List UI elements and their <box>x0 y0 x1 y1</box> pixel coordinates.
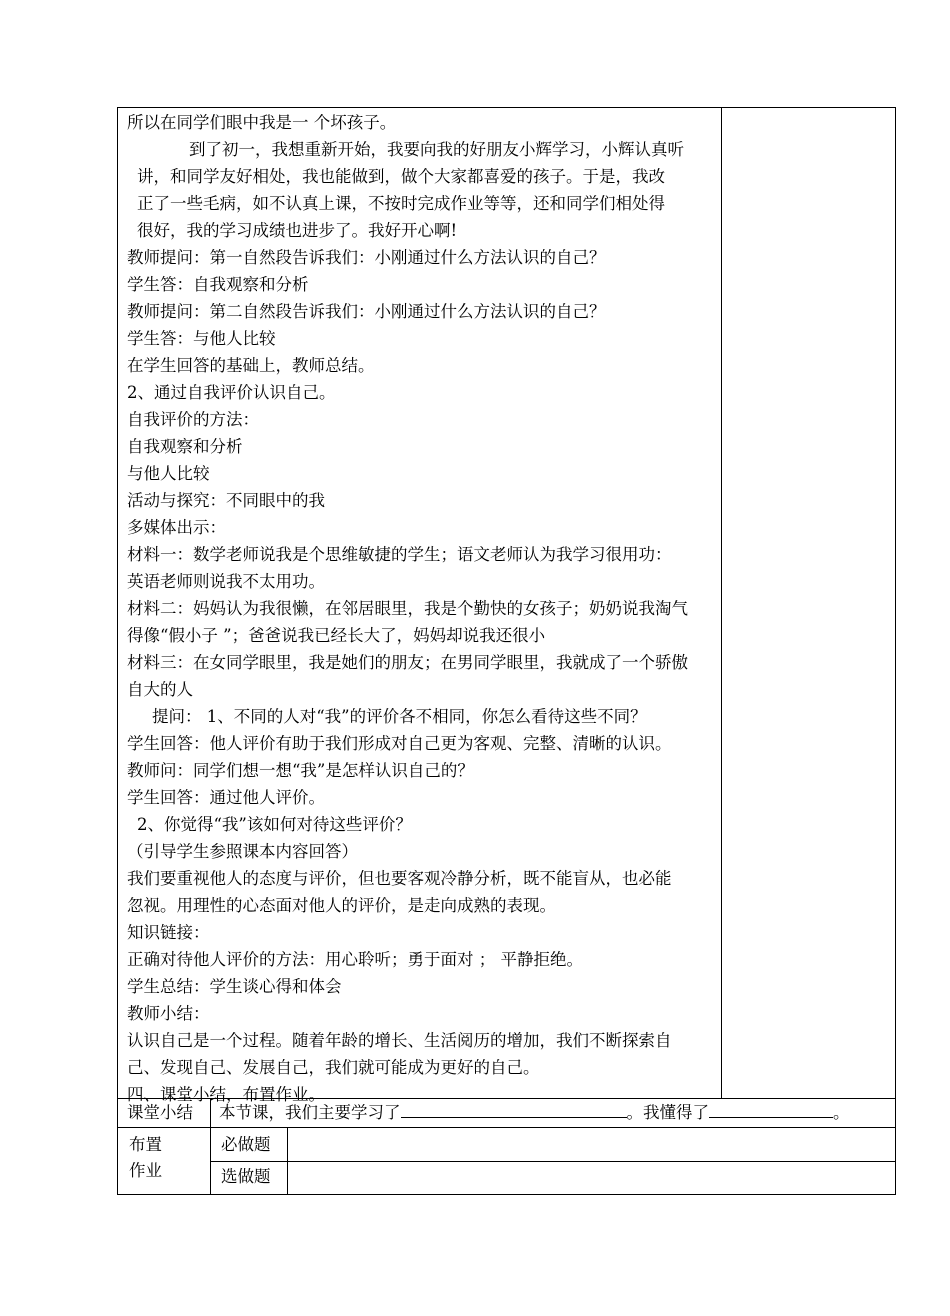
content-line: 讲，和同学友好相处，我也能做到，做个大家都喜爱的孩子。于是，我改 <box>137 167 665 186</box>
summary-blank-understood[interactable] <box>709 1099 833 1118</box>
table-right-border <box>895 107 896 1195</box>
summary-label: 课堂小结 <box>127 1103 193 1122</box>
content-line: 学生答：与他人比较 <box>127 329 276 348</box>
content-line: 2、通过自我评价认识自己。 <box>127 383 336 402</box>
homework-required-label: 必做题 <box>221 1135 271 1154</box>
summary-blank-learned[interactable] <box>401 1099 627 1118</box>
summary-bottom-border <box>117 1127 896 1128</box>
content-line: 我们要重视他人的态度与评价，但也要客观冷静分析，既不能盲从，也必能 <box>127 869 672 888</box>
content-line: 四、课堂小结，布置作业。 <box>127 1085 325 1104</box>
content-line: 所以在同学们眼中我是一 个坏孩子。 <box>127 113 397 132</box>
content-line: 学生回答：他人评价有助于我们形成对自己更为客观、完整、清晰的认识。 <box>127 734 672 753</box>
content-line: 得像“假小子 ”；爸爸说我已经长大了，妈妈却说我还很小 <box>127 626 546 645</box>
content-line: 英语老师则说我不太用功。 <box>127 572 325 591</box>
content-line: 很好，我的学习成绩也进步了。我好开心啊! <box>137 221 458 240</box>
content-line: 学生答：自我观察和分析 <box>127 275 309 294</box>
content-line: 自我观察和分析 <box>127 437 243 456</box>
content-line: 正确对待他人评价的方法：用心聆听；勇于面对 ； 平静拒绝。 <box>127 950 583 969</box>
content-line: （引导学生参照课本内容回答） <box>127 842 358 861</box>
homework-label-line1: 布置 <box>129 1135 162 1154</box>
summary-text-after: 。 <box>833 1103 850 1122</box>
content-line: 材料一：数学老师说我是个思维敏捷的学生；语文老师认为我学习很用功： <box>127 545 672 564</box>
table-left-border <box>117 107 118 1195</box>
summary-text-before: 本节课，我们主要学习了 <box>219 1103 401 1122</box>
content-line: 材料二：妈妈认为我很懒，在邻居眼里，我是个勤快的女孩子；奶奶说我淘气 <box>127 599 688 618</box>
content-line: 忽视。用理性的心态面对他人的评价，是走向成熟的表现。 <box>127 896 556 915</box>
content-line: 提问： 1、不同的人对“我”的评价各不相同，你怎么看待这些不同？ <box>152 707 647 726</box>
content-line: 教师提问：第一自然段告诉我们：小刚通过什么方法认识的自己？ <box>127 248 606 267</box>
content-line: 材料三：在女同学眼里，我是她们的朋友；在男同学眼里，我就成了一个骄傲 <box>127 653 688 672</box>
content-line: 教师提问：第二自然段告诉我们：小刚通过什么方法认识的自己？ <box>127 302 606 321</box>
content-line: 自大的人 <box>127 680 193 699</box>
content-line: 2、你觉得“我”该如何对待这些评价？ <box>137 815 412 834</box>
homework-type-border <box>287 1127 288 1195</box>
content-line: 到了初一，我想重新开始，我要向我的好朋友小辉学习，小辉认真听 <box>189 140 684 159</box>
content-line: 多媒体出示： <box>127 518 226 537</box>
homework-label-line2: 作业 <box>129 1161 162 1180</box>
content-line: 知识链接： <box>127 923 210 942</box>
table-top-border <box>117 107 896 108</box>
homework-optional-label: 选做题 <box>221 1167 271 1186</box>
content-line: 在学生回答的基础上，教师总结。 <box>127 356 375 375</box>
summary-text <box>219 1099 850 1127</box>
content-line: 正了一些毛病，如不认真上课，不按时完成作业等等，还和同学们相处得 <box>137 194 665 213</box>
content-line: 己、发现自己、发展自己，我们就可能成为更好的自己。 <box>127 1058 540 1077</box>
content-line: 学生回答：通过他人评价。 <box>127 788 325 807</box>
table-bottom-border <box>117 1194 896 1195</box>
homework-divider <box>210 1161 896 1162</box>
content-line: 活动与探究：不同眼中的我 <box>127 491 325 510</box>
content-line: 学生总结：学生谈心得和体会 <box>127 977 342 996</box>
content-line: 自我评价的方法： <box>127 410 259 429</box>
notes-column-border <box>721 107 722 1099</box>
lesson-content <box>127 109 717 1108</box>
label-column-border <box>210 1098 211 1195</box>
content-line: 教师小结： <box>127 1004 210 1023</box>
content-line: 与他人比较 <box>127 464 210 483</box>
summary-text-middle: 。我懂得了 <box>626 1103 709 1122</box>
content-line: 认识自己是一个过程。随着年龄的增长、生活阅历的增加，我们不断探索自 <box>127 1031 672 1050</box>
content-line: 教师问：同学们想一想“我”是怎样认识自己的？ <box>127 761 474 780</box>
